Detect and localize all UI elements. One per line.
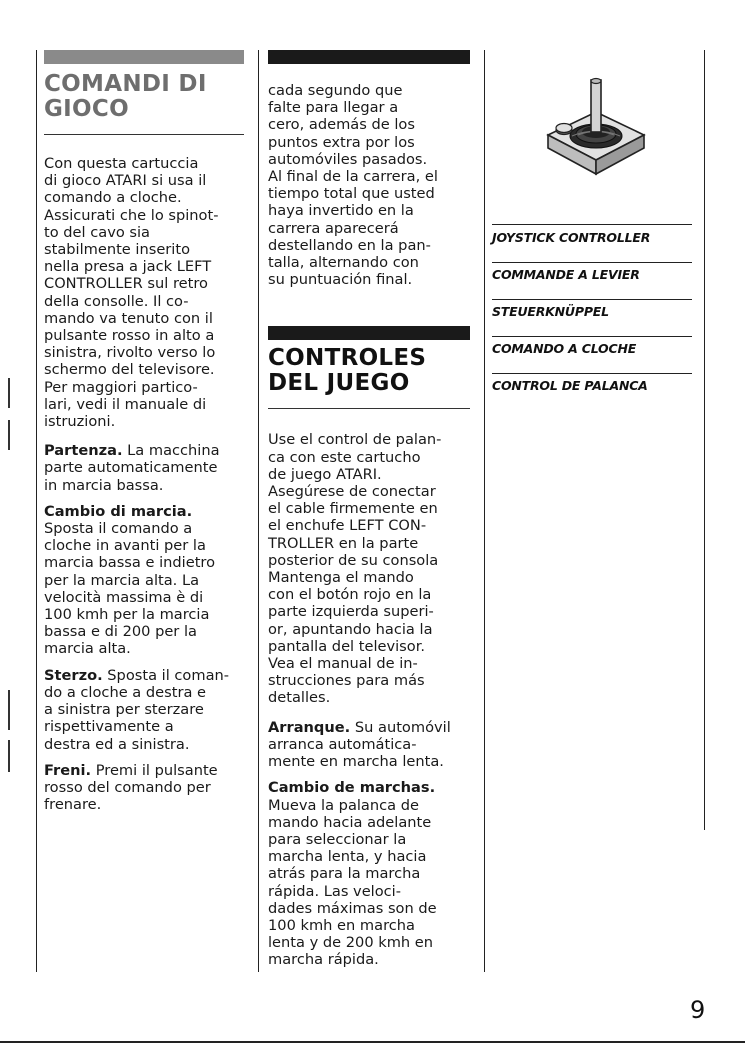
body-text	[44, 155, 244, 813]
sterzo-paragraph	[44, 667, 244, 753]
paragraph-label: Partenza.	[44, 442, 123, 460]
text-span: La macchina	[122, 442, 220, 460]
text-line: lari, vedi il manuale di	[44, 395, 207, 413]
text-line: marcia alta.	[44, 640, 131, 658]
text-line: rispettivamente a	[44, 718, 174, 736]
paragraph-label: Arranque.	[268, 718, 351, 736]
section-bar	[268, 326, 470, 340]
text-line: Asegúrese de conectar	[268, 483, 436, 501]
text-line: carrera aparecerá	[268, 219, 399, 237]
column-divider-3	[484, 50, 485, 972]
text-line	[44, 667, 244, 684]
text-line: Assicurati che lo spinot-	[44, 206, 219, 224]
text-line: detalles.	[268, 689, 331, 707]
text-line: cloche in avanti per la	[44, 537, 206, 555]
page-number: 9	[690, 996, 706, 1024]
heading-line: CONTROLES	[268, 345, 427, 372]
label-control-de-palanca: CONTROL DE PALANCA	[492, 373, 692, 410]
paragraph-label: Sterzo.	[44, 666, 103, 684]
text-line: puntos extra por los	[268, 133, 415, 151]
partenza-paragraph	[44, 442, 244, 494]
text-line: Con questa cartuccia	[44, 155, 199, 172]
heading-rule	[268, 408, 470, 409]
text-line: cero, además de los	[268, 116, 415, 134]
text-line: posterior de su consola	[268, 551, 439, 569]
text-line: ca con este cartucho	[268, 448, 421, 466]
text-span: Su automóvil	[350, 718, 451, 736]
text-line: della consolle. Il co-	[44, 292, 189, 310]
label-list	[492, 224, 692, 410]
text-line: Al final de la carrera, el	[268, 168, 438, 186]
text-line: bassa e di 200 per la	[44, 623, 197, 641]
text-line: strucciones para más	[268, 672, 425, 690]
text-line: el enchufe LEFT CON-	[268, 517, 427, 535]
paragraph-label: Cambio di marcia.	[44, 502, 193, 520]
label-comando-a-cloche: COMANDO A CLOCHE	[492, 336, 692, 373]
text-line: pulsante rosso in alto a	[44, 327, 215, 345]
text-line	[44, 442, 244, 459]
text-line: rápida. Las veloci-	[268, 882, 402, 900]
text-line: 100 kmh per la marcia	[44, 606, 210, 624]
section-heading	[44, 72, 244, 122]
label-joystick-controller: JOYSTICK CONTROLLER	[492, 224, 692, 262]
heading-line: GIOCO	[44, 96, 129, 122]
cambio-paragraph	[44, 503, 244, 658]
text-line: haya invertido en la	[268, 202, 414, 220]
text-line: a sinistra per sterzare	[44, 701, 204, 719]
arranque-paragraph	[268, 719, 470, 771]
text-line: destra ed a sinistra.	[44, 735, 190, 753]
text-line	[44, 762, 244, 779]
text-line: parte izquierda superi-	[268, 603, 434, 621]
text-line: de juego ATARI.	[268, 465, 382, 483]
text-line: para seleccionar la	[268, 830, 407, 848]
text-line: CONTROLLER sul retro	[44, 275, 208, 293]
text-line: Sposta il comando a	[44, 520, 193, 538]
text-line: parte automaticamente	[44, 459, 218, 477]
text-line: marcha rápida.	[268, 951, 379, 969]
text-line: velocità massima è di	[44, 588, 204, 606]
text-line: sinistra, rivolto verso lo	[44, 344, 216, 362]
cambio-marchas-paragraph	[268, 779, 470, 968]
text-line: tiempo total que usted	[268, 185, 435, 203]
text-line: 100 kmh en marcha	[268, 916, 415, 934]
heading-rule	[44, 134, 244, 135]
text-span: Premi il pulsante	[91, 761, 218, 779]
text-line: rosso del comando per	[44, 778, 211, 796]
text-line: mando va tenuto con il	[44, 309, 213, 327]
label-steuerknuppel: STEUERKNÜPPEL	[492, 299, 692, 336]
text-line: Vea el manual de in-	[268, 655, 418, 673]
section-heading	[268, 346, 470, 396]
text-line: lenta y de 200 kmh en	[268, 934, 434, 952]
text-line: or, apuntando hacia la	[268, 620, 433, 638]
text-line: el cable firmemente en	[268, 500, 438, 518]
intro-paragraph	[44, 155, 244, 430]
intro-paragraph	[268, 431, 470, 706]
column-divider-1	[36, 50, 37, 972]
freni-paragraph	[44, 762, 244, 814]
text-line: mente en marcha lenta.	[268, 753, 444, 771]
heading-line: DEL JUEGO	[268, 370, 410, 397]
text-line: nella presa a jack LEFT	[44, 258, 212, 276]
text-line: Mueva la palanca de	[268, 796, 419, 814]
text-line: marcia bassa e indietro	[44, 554, 216, 572]
margin-mark	[8, 378, 10, 408]
text-line: Use el control de palan-	[268, 431, 442, 449]
text-line: in marcia bassa.	[44, 476, 164, 494]
section-bar	[44, 50, 244, 64]
text-line: arranca automática-	[268, 735, 417, 753]
text-line: per la marcia alta. La	[44, 571, 200, 589]
text-line: atrás para la marcha	[268, 865, 421, 883]
text-line: talla, alternando con	[268, 254, 419, 272]
text-line: dades máximas son de	[268, 899, 437, 917]
continued-text	[268, 82, 470, 288]
text-line: mando hacia adelante	[268, 813, 432, 831]
text-line: falte para llegar a	[268, 99, 399, 117]
column-divider-4	[704, 50, 705, 830]
text-line: Per maggiori partico-	[44, 378, 198, 396]
text-line: to del cavo sia	[44, 223, 150, 241]
column-italian	[44, 50, 244, 813]
heading-line: COMANDI DI	[44, 71, 207, 97]
text-line: con el botón rojo en la	[268, 586, 432, 604]
paragraph-label: Freni.	[44, 761, 92, 779]
text-line: automóviles pasados.	[268, 150, 428, 168]
margin-mark	[8, 690, 10, 730]
column-spanish	[268, 50, 470, 969]
text-line: TROLLER en la parte	[268, 534, 419, 552]
column-divider-2	[258, 50, 259, 972]
text-line: stabilmente inserito	[44, 241, 191, 259]
text-line: istruzioni.	[44, 413, 116, 431]
text-line: di gioco ATARI si usa il	[44, 172, 207, 190]
margin-mark	[8, 740, 10, 772]
text-line: frenare.	[44, 796, 102, 814]
text-span: Sposta il coman-	[102, 666, 230, 684]
text-line: pantalla del televisor.	[268, 637, 426, 655]
text-line: schermo del televisore.	[44, 361, 215, 379]
margin-mark	[8, 420, 10, 450]
text-line: Mantenga el mando	[268, 569, 414, 587]
section-bar	[268, 50, 470, 64]
text-line: destellando en la pan-	[268, 236, 431, 254]
text-line: do a cloche a destra e	[44, 683, 207, 701]
page-bottom-line	[0, 1041, 745, 1043]
text-line: cada segundo que	[268, 82, 403, 99]
paragraph-label: Cambio de marchas.	[268, 779, 436, 797]
text-line: marcha lenta, y hacia	[268, 848, 427, 866]
body-text	[268, 431, 470, 968]
text-line	[268, 719, 470, 736]
column-joystick	[492, 50, 692, 410]
text-line: su puntuación final.	[268, 271, 413, 289]
joystick-icon	[492, 50, 692, 220]
label-commande-a-levier: COMMANDE A LEVIER	[492, 262, 692, 299]
text-line: comando a cloche.	[44, 189, 182, 207]
